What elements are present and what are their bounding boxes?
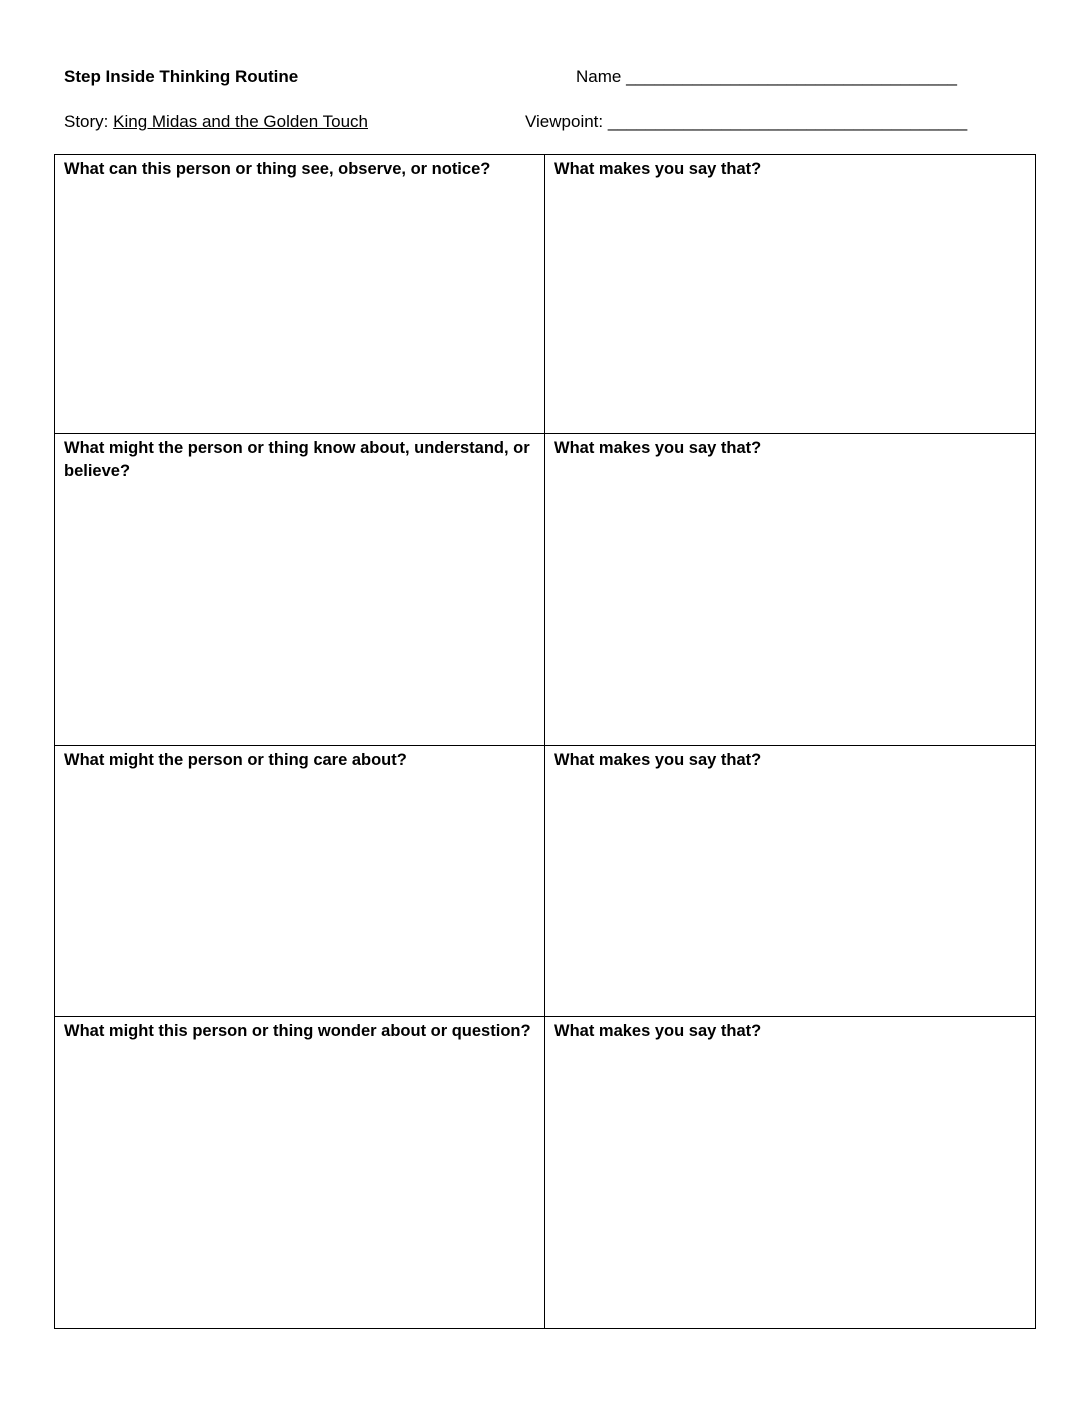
question-cell-wonder[interactable]	[55, 1017, 545, 1329]
followup-text: What makes you say that?	[554, 160, 762, 178]
name-label: Name	[576, 67, 622, 86]
followup-cell-see[interactable]	[545, 155, 1036, 434]
viewpoint-blank-line[interactable]: ______________________________________	[607, 112, 968, 131]
name-field[interactable]	[576, 67, 957, 87]
story-line	[64, 112, 368, 132]
followup-cell-wonder[interactable]	[545, 1017, 1036, 1329]
worksheet-title: Step Inside Thinking Routine	[64, 67, 299, 86]
question-cell-see[interactable]	[55, 155, 545, 434]
question-text: What might the person or thing know about, understand, or believe?	[64, 439, 530, 480]
followup-cell-know[interactable]	[545, 434, 1036, 746]
followup-text: What makes you say that?	[554, 439, 762, 457]
grid-row-wonder	[55, 1017, 1036, 1329]
grid-row-care	[55, 746, 1036, 1017]
story-title: King Midas and the Golden Touch	[113, 112, 368, 131]
question-text: What might the person or thing care about?	[64, 751, 407, 769]
followup-text: What makes you say that?	[554, 1022, 762, 1040]
grid-row-see	[55, 155, 1036, 434]
followup-cell-care[interactable]	[545, 746, 1036, 1017]
question-text: What might this person or thing wonder about or question?	[64, 1022, 531, 1040]
story-label: Story:	[64, 112, 109, 131]
routine-grid	[54, 154, 1036, 1329]
question-text: What can this person or thing see, observe, or notice?	[64, 160, 491, 178]
name-blank-line[interactable]: ___________________________________	[626, 67, 958, 86]
followup-text: What makes you say that?	[554, 751, 762, 769]
grid-row-know	[55, 434, 1036, 746]
viewpoint-field[interactable]	[525, 112, 967, 132]
question-cell-care[interactable]	[55, 746, 545, 1017]
viewpoint-label: Viewpoint:	[525, 112, 604, 131]
question-cell-know[interactable]	[55, 434, 545, 746]
